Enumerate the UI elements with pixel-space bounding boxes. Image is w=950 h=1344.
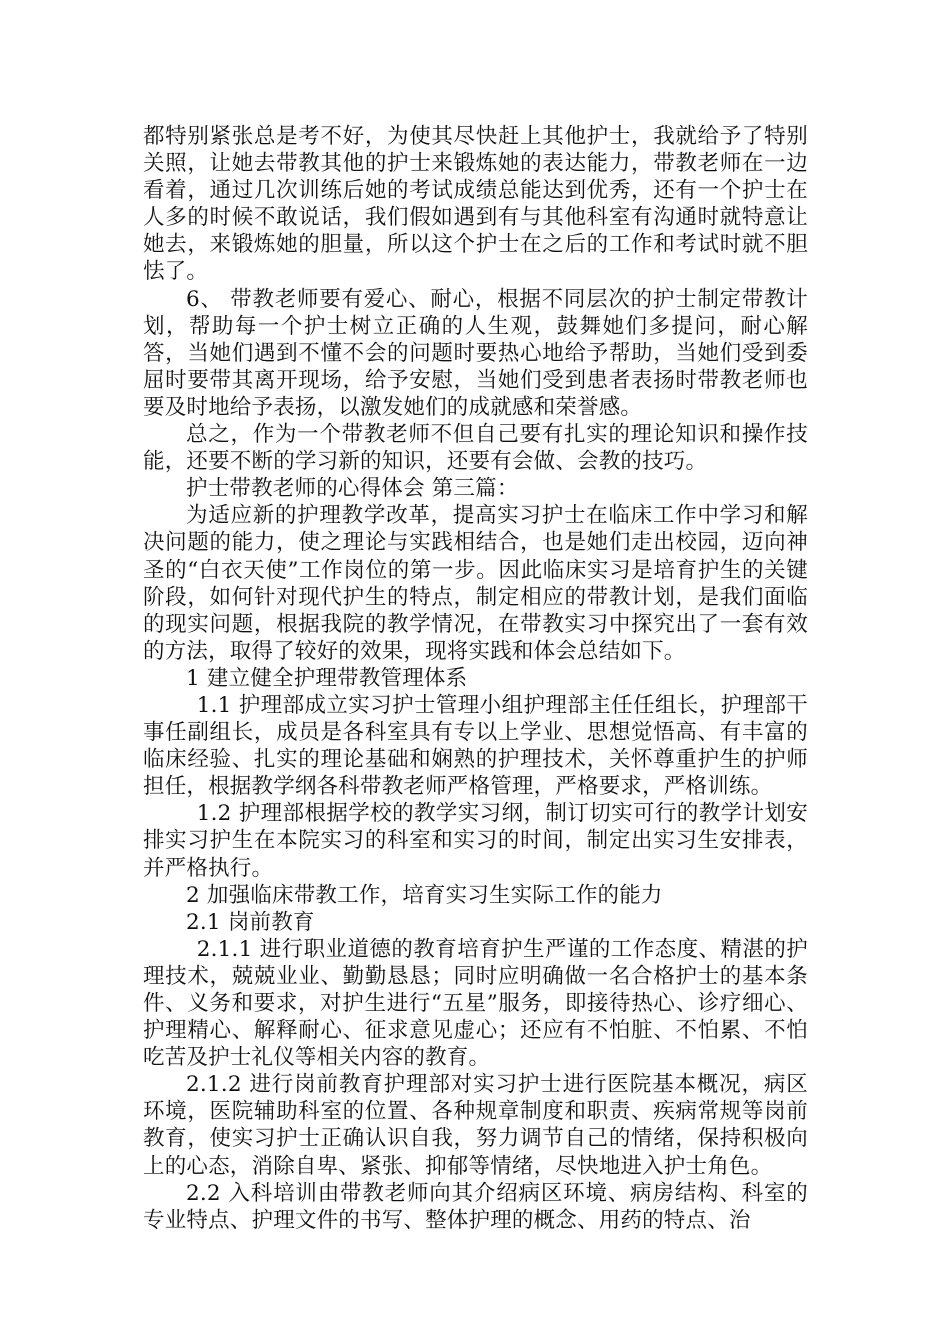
paragraph-1-2: 1.2 护理部根据学校的教学实习纲，制订切实可行的教学计划安排实习护生在本院实习的科室和实习的时间，制定出实习生安排表，并严格执行。 (143, 801, 808, 881)
paragraph-2-1-1: 2.1.1 进行职业道德的教育培育护生严谨的工作态度、精湛的护理技术，兢兢业业、勤勤恳恳；同时应明确做一名合格护士的基本条件、义务和要求，对护生进行“五星”服务，即接待热心、诊疗细心、护理精心、解释耐心、征求意见虚心；还应有不怕脏、不怕累、不怕吃苦及护士礼仪等相关内容的教育。 (143, 936, 808, 1071)
paragraph-1-1: 1.1 护理部成立实习护士管理小组护理部主任任组长，护理部干事任副组长，成员是各科室具有专以上学业、思想觉悟高、有丰富的临床经验、扎实的理论基础和娴熟的护理技术，关怀尊重护生的护师担任，根据教学纲各科带教老师严格管理，严格要求，严格训练。 (143, 692, 808, 800)
paragraph-point-6: 6、 带教老师要有爱心、耐心，根据不同层次的护士制定带教计划，帮助每一个护士树立正确的人生观，鼓舞她们多提问，耐心解答，当她们遇到不懂不会的问题时要热心地给予帮助，当她们受到委屈时要带其离开现场，给予安慰，当她们受到患者表扬时带教老师也要及时地给予表扬，以激发她们的成就感和荣誉感。 (143, 286, 808, 420)
document-page (143, 123, 808, 1234)
paragraph-2-2: 2.2 入科培训由带教老师向其介绍病区环境、病房结构、科室的专业特点、护理文件的书写、整体护理的概念、用药的特点、治 (143, 1180, 808, 1233)
section-heading-part-three: 护士带教老师的心得体会 第三篇： (186, 476, 519, 502)
paragraph-2-1-2: 2.1.2 进行岗前教育护理部对实习护士进行医院基本概况，病区环境，医院辅助科室的位置、各种规章制度和职责、疾病常规等岗前教育，使实习护士正确认识自我，努力调节自己的情绪，保持积极向上的心态，消除自卑、紧张、抑郁等情绪，尽快地进入护士角色。 (143, 1072, 808, 1179)
paragraph-summary: 总之，作为一个带教老师不但自己要有扎实的理论知识和操作技能，还要不断的学习新的知识，还要有会做、会教的技巧。 (143, 422, 808, 475)
heading-2-1: 2.1 岗前教育 (186, 909, 315, 935)
heading-2: 2 加强临床带教工作，培育实习生实际工作的能力 (186, 882, 663, 908)
paragraph-continuation: 都特别紧张总是考不好，为使其尽快赶上其他护士，我就给予了特别关照，让她去带教其他的护士来锻炼她的表达能力，带教老师在一边看着，通过几次训练后她的考试成绩总能达到优秀，还有一个护士在人多的时候不敢说话，我们假如遇到有与其他科室有沟通时就特意让她去，来锻炼她的胆量，所以这个护士在之后的工作和考试时就不胆怯了。 (143, 124, 808, 285)
heading-1: 1 建立健全护理带教管理体系 (186, 665, 468, 691)
paragraph-intro: 为适应新的护理教学改革，提高实习护士在临床工作中学习和解决问题的能力，使之理论与实践相结合，也是她们走出校园，迈向神圣的“白衣天使”工作岗位的第一步。因此临床实习是培育护生的关键阶段，如何针对现代护生的特点，制定相应的带教计划，是我们面临的现实问题，根据我院的教学情况，在带教实习中探究出了一套有效的方法，取得了较好的效果，现将实践和体会总结如下。 (143, 503, 808, 664)
